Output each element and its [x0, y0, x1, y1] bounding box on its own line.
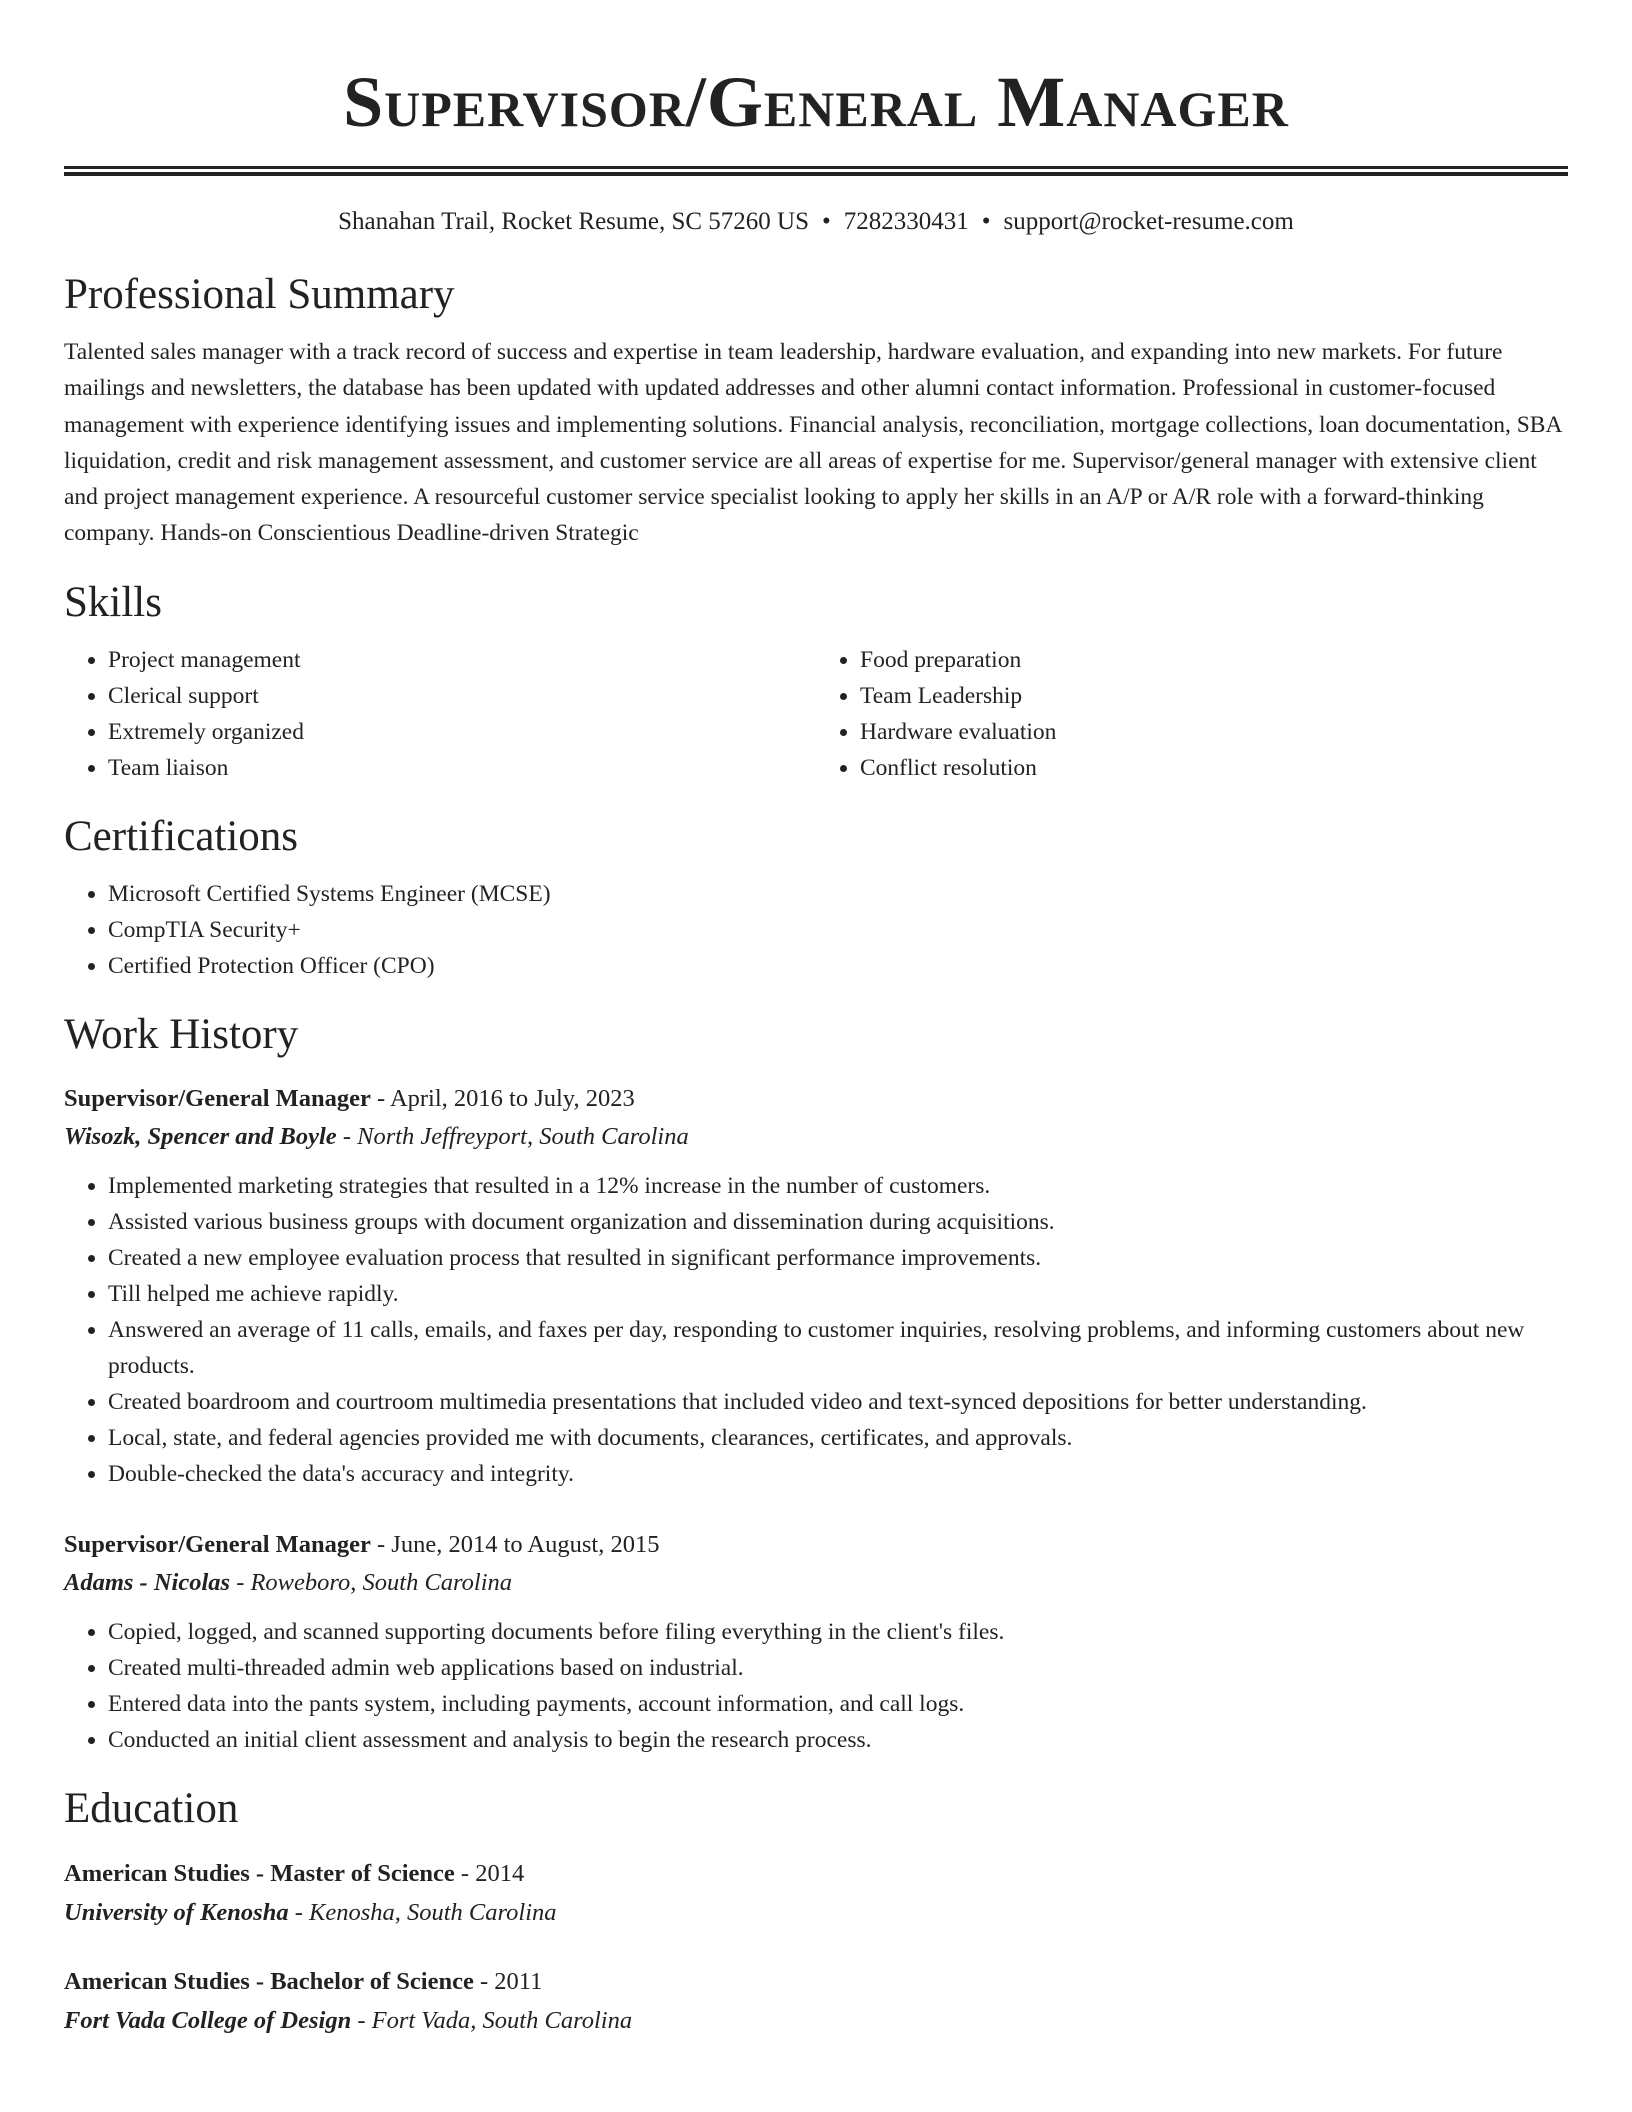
resume-title: Supervisor/General Manager: [343, 62, 1289, 142]
summary-heading: Professional Summary: [64, 271, 455, 318]
education-location: - Fort Vada, South Carolina: [357, 2006, 633, 2034]
job-bullet: • Copied, logged, and scanned supporting documents before filing everything in the client's files.: [108, 1614, 1568, 1650]
job-bullets: [64, 1168, 1568, 1492]
job-title-line: [64, 1526, 1568, 1564]
education-school: Fort Vada College of Design: [64, 2006, 352, 2034]
skills-list-left: [64, 642, 816, 786]
contact-separator: •: [981, 208, 991, 235]
contact-line: [64, 204, 1568, 240]
education-school-line: [64, 2002, 1568, 2040]
spacer: [64, 1932, 1568, 1962]
skill-item: • Team liaison: [108, 750, 816, 786]
certification-item: • Certified Protection Officer (CPO): [108, 948, 1568, 984]
education-degree: American Studies - Bachelor of Science: [64, 1967, 474, 1995]
education-year: - 2011: [480, 1967, 543, 1995]
job-bullet: • Conducted an initial client assessment and analysis to begin the research process.: [108, 1722, 1568, 1758]
job-location: - Roweboro, South Carolina: [236, 1568, 513, 1596]
job-bullets: [64, 1614, 1568, 1758]
job-company-line: [64, 1118, 1568, 1156]
certification-item: • Microsoft Certified Systems Engineer (MCSE): [108, 876, 1568, 912]
skill-item: • Hardware evaluation: [860, 714, 1568, 750]
skill-item: • Project management: [108, 642, 816, 678]
job-title: Supervisor/General Manager: [64, 1530, 371, 1558]
certifications-heading: Certifications: [64, 812, 299, 860]
skills-heading: Skills: [64, 578, 162, 626]
job-company-line: [64, 1564, 1568, 1602]
certifications-list: [64, 876, 1568, 984]
job-bullet: • Double-checked the data's accuracy and integrity.: [108, 1456, 1568, 1492]
contact-address: Shanahan Trail, Rocket Resume, SC 57260 US: [338, 208, 809, 235]
job-dates: - April, 2016 to July, 2023: [377, 1084, 635, 1112]
job-dates: - June, 2014 to August, 2015: [377, 1530, 660, 1558]
education-school-line: [64, 1894, 1568, 1932]
certification-item: • CompTIA Security+: [108, 912, 1568, 948]
job-bullet: • Implemented marketing strategies that resulted in a 12% increase in the number of customers.: [108, 1168, 1568, 1204]
contact-phone: 7282330431: [843, 208, 969, 235]
education-school: University of Kenosha: [64, 1898, 289, 1926]
job-title: Supervisor/General Manager: [64, 1084, 371, 1112]
job-company: Adams - Nicolas: [64, 1568, 231, 1596]
job-bullet: • Till helped me achieve rapidly.: [108, 1276, 1568, 1312]
work-history-heading: Work History: [64, 1010, 299, 1058]
education-entry: [64, 1962, 1568, 2040]
education-heading: Education: [64, 1784, 239, 1832]
job-bullet: • Local, state, and federal agencies provided me with documents, clearances, certificates, and approvals.: [108, 1420, 1568, 1456]
education-degree-line: [64, 1854, 1568, 1894]
job-bullet: • Created multi-threaded admin web applications based on industrial.: [108, 1650, 1568, 1686]
job-entry: [64, 1080, 1568, 1492]
summary-text: Talented sales manager with a track record of success and expertise in team leadership, hardware evaluation, and expanding into new markets. For future mailings and newsletters, the database has been updated with updated addresses and other alumni contact information. Professional in customer-focused management with experience identifying issues and implementing solutions. Financial analysis, reconciliation, mortgage collections, loan documentation, SBA liquidation, credit and risk management assessment, and customer service are all areas of expertise for me. Supervisor/general manager with extensive client and project management experience. A resourceful customer service specialist looking to apply her skills in an A/P or A/R role with a forward-thinking company. Hands-on Conscientious Deadline-driven Strategic: [64, 339, 1562, 547]
job-bullet: • Created boardroom and courtroom multimedia presentations that included video and text-synced depositions for better understanding.: [108, 1384, 1568, 1420]
contact-email: support@rocket-resume.com: [1003, 208, 1294, 235]
skill-item: • Food preparation: [860, 642, 1568, 678]
job-company: Wisozk, Spencer and Boyle: [64, 1122, 337, 1150]
skills-columns: [64, 630, 1568, 786]
contact-separator: •: [822, 208, 831, 235]
education-degree-line: [64, 1962, 1568, 2002]
skill-item: • Extremely organized: [108, 714, 816, 750]
skill-item: • Clerical support: [108, 678, 816, 714]
skill-item: • Team Leadership: [860, 678, 1568, 714]
education-degree: American Studies - Master of Science: [64, 1859, 455, 1887]
job-bullet: • Answered an average of 11 calls, emails, and faxes per day, responding to customer inquiries, resolving problems, and informing customers about new products.: [108, 1312, 1568, 1384]
job-entry: [64, 1526, 1568, 1758]
education-entry: [64, 1854, 1568, 1932]
spacer: [64, 1492, 1568, 1526]
title-double-rule: [64, 166, 1568, 176]
job-bullet: • Assisted various business groups with document organization and dissemination during acquisitions.: [108, 1204, 1568, 1240]
skill-item: • Conflict resolution: [860, 750, 1568, 786]
skills-list-right: [816, 642, 1568, 786]
education-year: - 2014: [460, 1859, 525, 1887]
education-location: - Kenosha, South Carolina: [294, 1898, 557, 1926]
job-location: - North Jeffreyport, South Carolina: [342, 1122, 689, 1150]
job-bullet: • Created a new employee evaluation process that resulted in significant performance improvements.: [108, 1240, 1568, 1276]
job-title-line: [64, 1080, 1568, 1118]
job-bullet: • Entered data into the pants system, including payments, account information, and call logs.: [108, 1686, 1568, 1722]
